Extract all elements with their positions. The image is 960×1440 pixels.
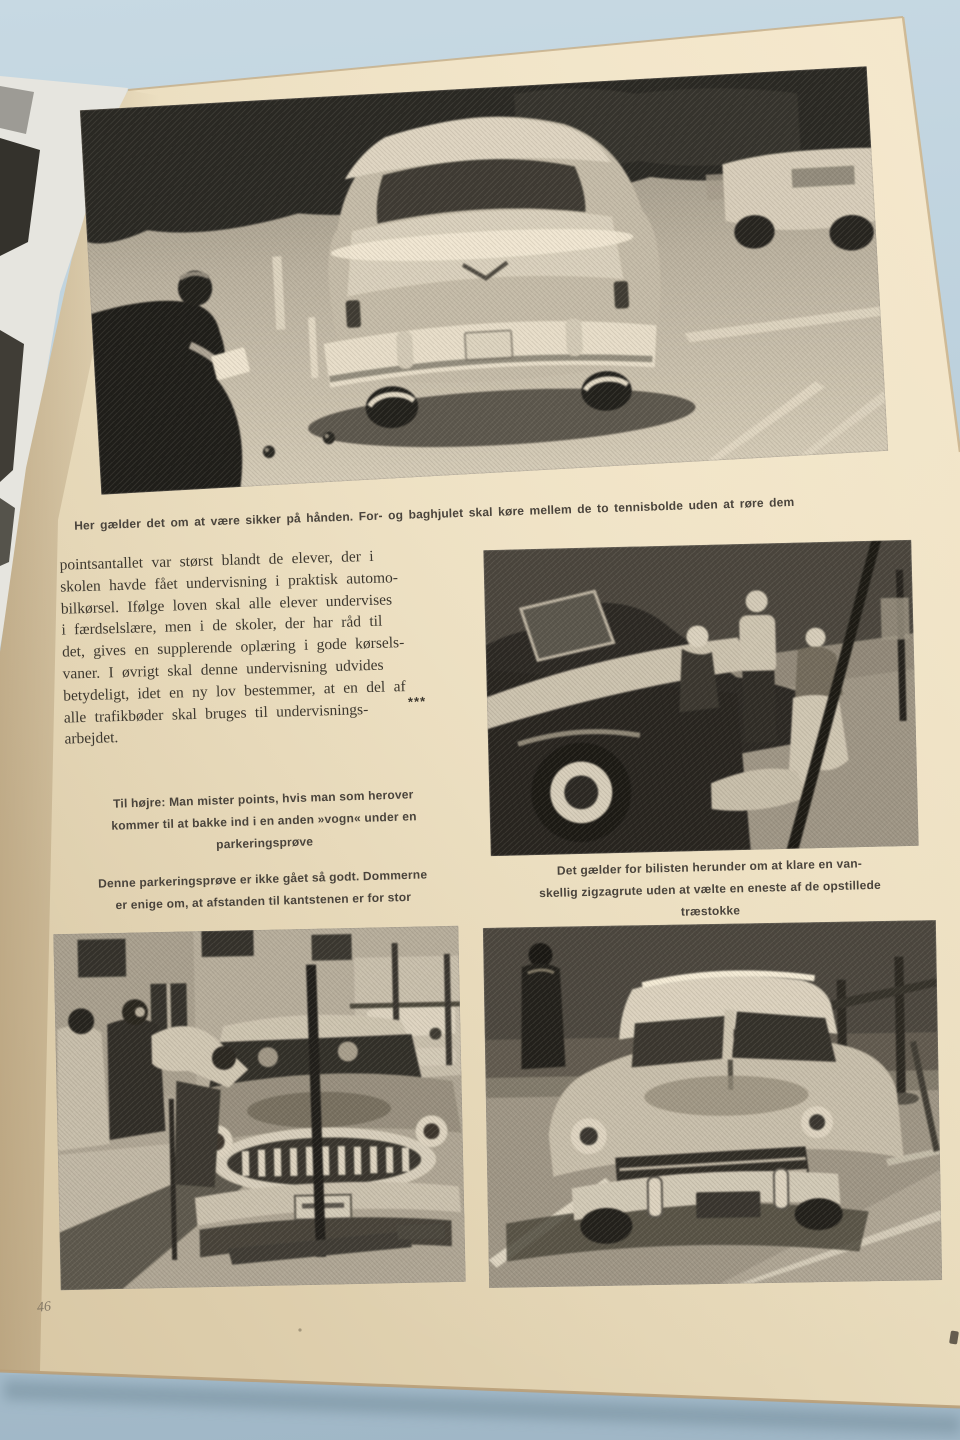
page-number: 46 — [36, 1299, 52, 1316]
photo-top-illustration — [80, 66, 888, 494]
caption-zigzag-test: Det gælder for bilisten herunder om at klare en van- skellig zigzagrute uden at vælte en eneste af de opstillede træstokke — [538, 856, 882, 919]
photo-caption-top: Her gælder det om at være sikker på hånden. For- og baghjulet skal køre mellem de to tennisbolde uden at røre dem — [73, 494, 795, 533]
caption-til-hojre: Til højre: Man mister points, hvis man som herover kommer til at bakke ind i en anden »vogn« under en parkeringsprøve — [111, 787, 417, 852]
photo-zigzag-course — [483, 920, 942, 1288]
edge-partial-mark — [949, 1330, 959, 1344]
photo-bottom-left-illustration — [53, 926, 465, 1290]
caption-parking-test: Denne parkeringsprøve er ikke gået så godt. Dommerne er enige om, at afstanden til kantstenen er for stor — [97, 867, 428, 913]
section-divider-asterisks: *** — [407, 693, 427, 710]
photo-parking-test-judges — [53, 926, 465, 1290]
photo-mid-illustration — [483, 540, 918, 856]
photo-tennis-ball-steering-test — [80, 66, 888, 494]
photo-bottom-right-illustration — [483, 920, 942, 1288]
article-body-text: pointsantallet var størst blandt de elever, der i skolen havde fået undervisning i praktisk automo- bilkørsel. Ifølge loven skal alle elever undervises i færdselslære, men i de skoler, der har råd til det, gives en supplerende oplæring i gode kørsels- vaner. I øvrigt skal denne undervisning udvides betydeligt, idet en ny lov bestemmer, at en del af alle trafikbøder skal bruges til undervisnings- arbejdet. — [59, 547, 406, 748]
photo-backing-test — [483, 540, 918, 856]
